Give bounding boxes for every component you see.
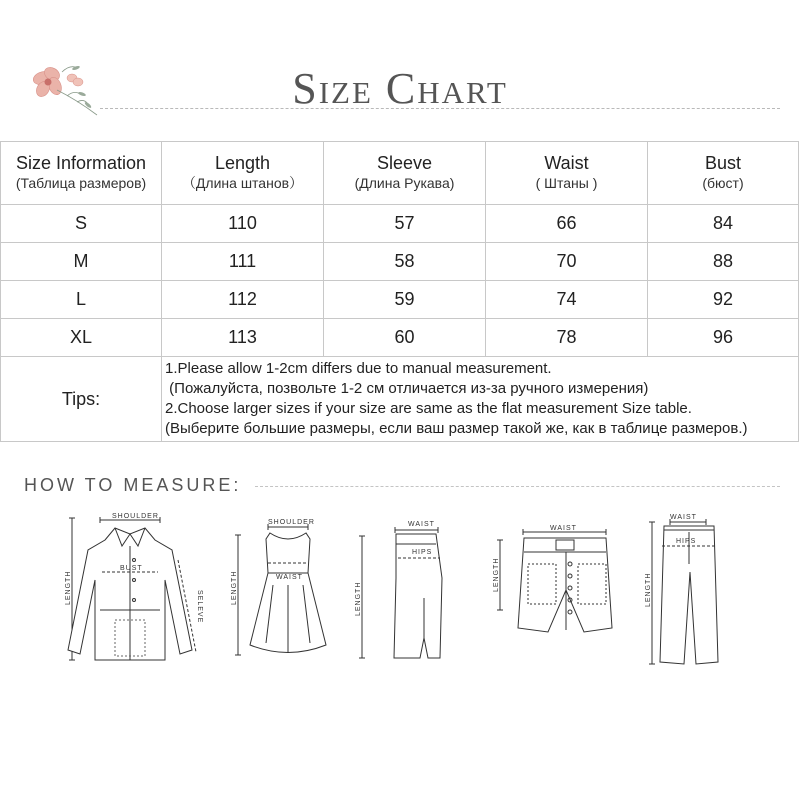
tip-line: (Выберите большие размеры, если ваш размер такой же, как в таблице размеров.) [165, 420, 748, 437]
tips-label: Tips: [1, 357, 162, 442]
hips-label: HIPS [412, 549, 433, 556]
waist-label: WAIST [550, 525, 577, 532]
table-row [1, 281, 799, 319]
length-cell: 110 [162, 205, 324, 243]
tips-row [1, 357, 799, 442]
tip-line: 2.Choose larger sizes if your size are same as the flat measurement Size table. [165, 400, 692, 417]
size-cell: XL [1, 319, 162, 357]
jacket-diagram-icon [60, 510, 210, 675]
column-header-waist: Waist ( Штаны ) [486, 142, 648, 205]
column-header-bust: Bust (бюст) [648, 142, 799, 205]
sleeve-cell: 58 [324, 243, 486, 281]
column-header-sleeve: Sleeve (Длина Рукава) [324, 142, 486, 205]
skirt-diagram-icon [350, 518, 450, 673]
dress-diagram-icon [228, 515, 338, 670]
size-table [0, 141, 799, 442]
bust-cell: 92 [648, 281, 799, 319]
shoulder-label: SHOULDER [268, 519, 315, 526]
bust-cell: 96 [648, 319, 799, 357]
length-label: LENGTH [493, 557, 500, 592]
tip-line: 1.Please allow 1-2cm differs due to manual measurement. [165, 360, 552, 377]
waist-cell: 70 [486, 243, 648, 281]
tip-line: (Пожалуйста, позвольте 1-2 см отличается из-за ручного измерения) [165, 380, 649, 397]
table-row [1, 243, 799, 281]
sleeve-cell: 60 [324, 319, 486, 357]
title-divider [100, 108, 780, 109]
sleeve-label: SELEVE [196, 590, 203, 624]
waist-cell: 74 [486, 281, 648, 319]
length-cell: 111 [162, 243, 324, 281]
table-row [1, 319, 799, 357]
waist-cell: 78 [486, 319, 648, 357]
length-cell: 112 [162, 281, 324, 319]
waist-label: WAIST [276, 574, 303, 581]
column-header-size: Size Information (Таблица размеров) [1, 142, 162, 205]
waist-label: WAIST [670, 514, 697, 521]
shoulder-label: SHOULDER [112, 513, 159, 520]
sleeve-cell: 59 [324, 281, 486, 319]
page-title: Size Chart [292, 64, 508, 113]
pants-diagram-icon [640, 512, 740, 677]
section-divider [255, 486, 780, 487]
size-cell: L [1, 281, 162, 319]
sleeve-cell: 57 [324, 205, 486, 243]
bust-cell: 84 [648, 205, 799, 243]
size-cell: M [1, 243, 162, 281]
shorts-diagram-icon [488, 520, 628, 655]
size-cell: S [1, 205, 162, 243]
length-cell: 113 [162, 319, 324, 357]
table-header-row [1, 142, 799, 205]
length-label: LENGTH [65, 570, 72, 605]
length-label: LENGTH [645, 572, 652, 607]
length-label: LENGTH [355, 581, 362, 616]
hips-label: HIPS [676, 538, 697, 545]
column-header-length: Length （Длина штанов） [162, 142, 324, 205]
tips-text [162, 357, 799, 442]
bust-cell: 88 [648, 243, 799, 281]
bust-label: BUST [120, 565, 143, 572]
table-row [1, 205, 799, 243]
length-label: LENGTH [231, 570, 238, 605]
waist-label: WAIST [408, 521, 435, 528]
how-to-measure-title: HOW TO MEASURE: [24, 475, 242, 495]
waist-cell: 66 [486, 205, 648, 243]
